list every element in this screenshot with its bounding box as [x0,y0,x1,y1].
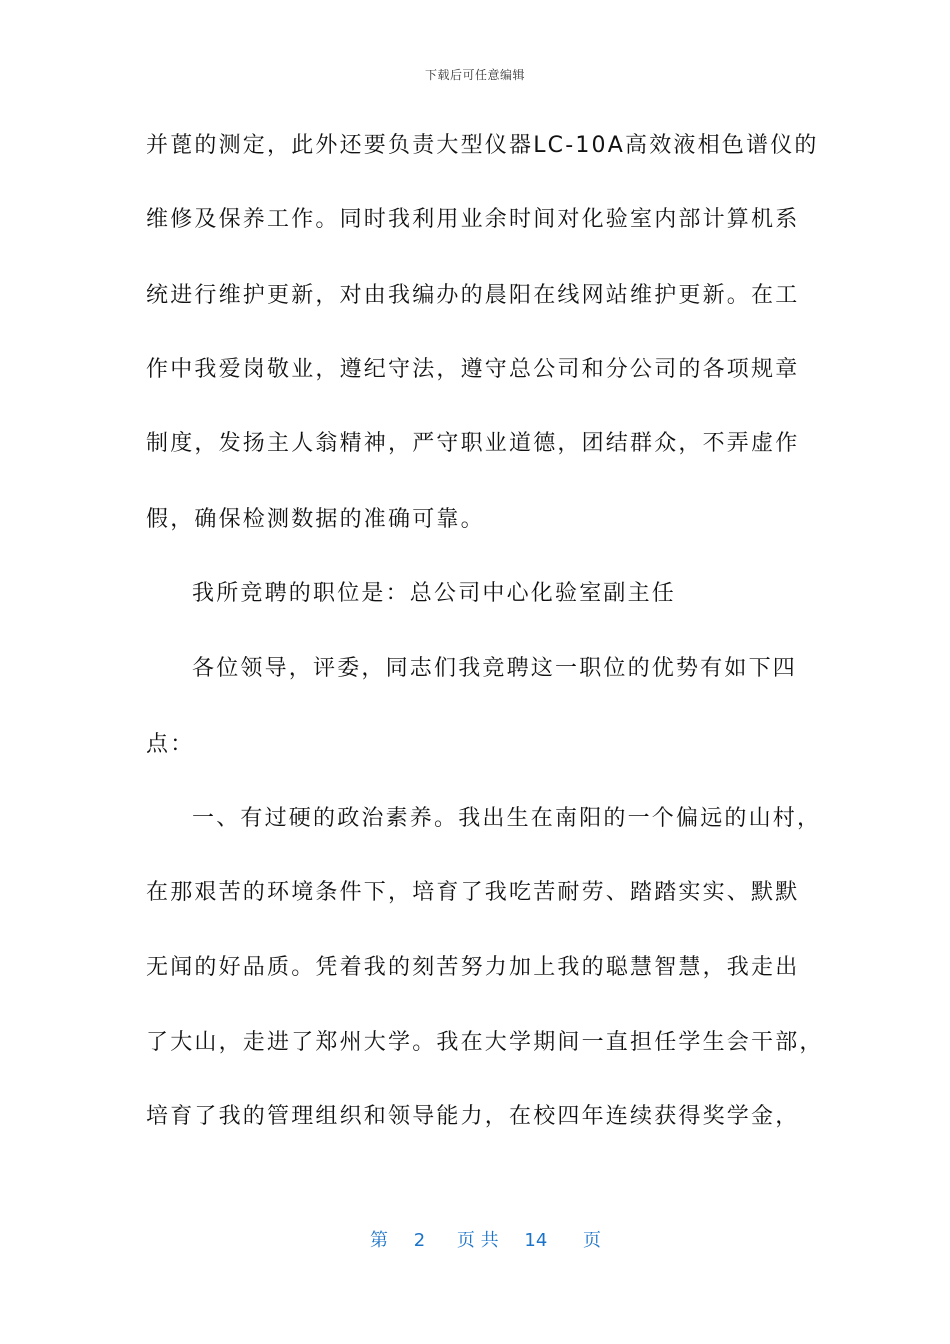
text-line: 统进行维护更新，对由我编办的晨阳在线网站维护更新。在工 [146,283,800,308]
page-footer [370,1226,601,1252]
text-line: 各位领导，评委，同志们我竞聘这一职位的优势有如下四 [192,656,798,681]
text-line: 作中我爱岗敬业，遵纪守法，遵守总公司和分公司的各项规章 [146,357,800,382]
current-page-number: 2 [413,1230,426,1251]
text-line: 一、有过硬的政治素养。我出生在南阳的一个偏远的山村， [192,806,822,831]
text-line: 我所竞聘的职位是：总公司中心化验室副主任 [192,581,677,606]
text-line: 假，确保检测数据的准确可靠。 [146,507,485,532]
footer-prefix: 第 [370,1230,388,1251]
text-line: 并蓖的测定，此外还要负责大型仪器LC-10A高效液相色谱仪的 [146,133,819,158]
text-line: 培育了我的管理组织和领导能力，在校四年连续获得奖学金， [146,1104,800,1129]
text-line: 无闻的好品质。凭着我的刻苦努力加上我的聪慧智慧，我走出 [146,955,800,980]
footer-suffix: 页 [583,1230,602,1251]
text-line: 在那艰苦的环境条件下，培育了我吃苦耐劳、踏踏实实、默默 [146,880,800,905]
text-line: 点： [146,732,195,757]
total-pages-number: 14 [524,1230,548,1251]
text-line: 了大山，走进了郑州大学。我在大学期间一直担任学生会干部， [146,1030,824,1055]
text-line: 制度，发扬主人翁精神，严守职业道德，团结群众，不弄虚作 [146,431,800,456]
text-line: 维修及保养工作。同时我利用业余时间对化验室内部计算机系 [146,207,800,232]
page-header: 下载后可任意编辑 [424,68,525,82]
footer-middle: 页 共 [456,1230,499,1251]
